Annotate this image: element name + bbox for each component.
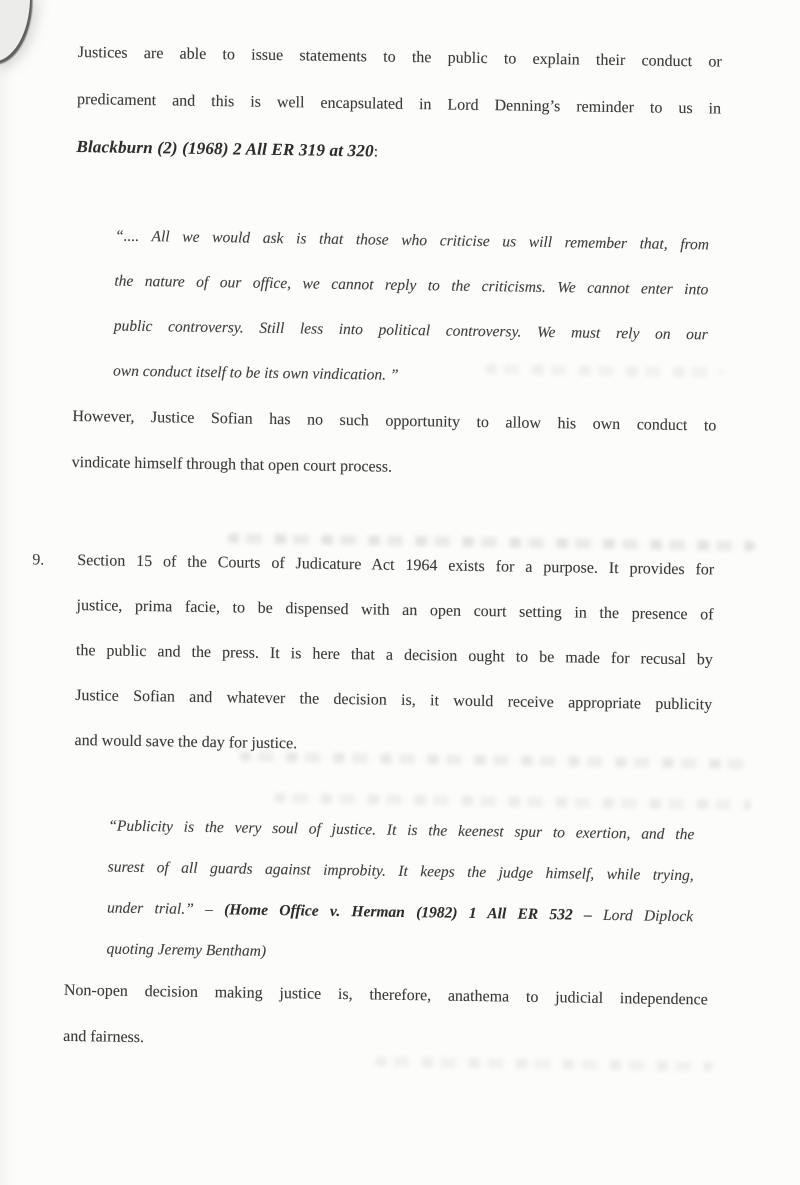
text-line: own conduct itself to be its own vindication. ”	[112, 362, 399, 384]
text-line: “.... All we would ask is that those who criticise us will remember that, from	[114, 227, 710, 254]
citation-blackburn: Blackburn (2) (1968) 2 All ER 319 at 320	[76, 136, 374, 161]
text-line: Non-open decision making justice is, therefore, anathema to judicial independence	[63, 981, 708, 1009]
text-line: the public and the press. It is here that a decision ought to be made for recusal by	[75, 642, 713, 669]
text-line: However, Justice Sofian has no such opportunity to allow his own conduct to	[72, 407, 717, 435]
text-line: justice, prima facie, to be dispensed with an open court setting in the presence of	[76, 597, 714, 624]
citation-home-office-v-herman: (Home Office v. Herman (1982) 1 All ER 532 –	[224, 901, 592, 924]
text-line: surest of all guards against improbity. It keeps the judge himself, while trying,	[107, 858, 694, 885]
text-line: quoting Jeremy Bentham)	[106, 940, 267, 960]
paragraph-justices-statements	[76, 29, 722, 181]
quote-bentham-publicity	[106, 806, 694, 979]
paragraph-sofian-no-opportunity	[71, 394, 716, 496]
citation-colon: :	[373, 143, 379, 161]
text-line	[76, 123, 721, 181]
quote-lord-denning	[113, 214, 710, 403]
text-line: predicament and this is well encapsulated in Lord Denning’s reminder to us in	[76, 90, 722, 118]
paragraph-non-open-justice	[63, 968, 708, 1070]
attribution-lord-diplock: Lord Diplock	[591, 906, 694, 926]
text-line: the nature of our office, we cannot reply to the criticisms. We cannot enter into	[114, 272, 709, 299]
text-line: “Publicity is the very soul of justice. It is the keenest spur to exertion, and the	[108, 817, 695, 844]
text-line: and fairness.	[63, 1027, 145, 1047]
text-line: public controversy. Still less into political controversy. We must rely on our	[113, 317, 708, 344]
text-line: Justices are able to issue statements to the public to explain their conduct or	[77, 43, 722, 71]
text-line: Section 15 of the Courts of Judicature Act 1964 exists for a purpose. It provides for	[77, 552, 715, 579]
bleed-through-smudge	[274, 793, 752, 810]
list-item-9	[29, 537, 714, 772]
text-line: vindicate himself through that open court process.	[71, 453, 393, 476]
quote-tail: under trial.” –	[107, 899, 225, 919]
item-number: 9.	[32, 551, 45, 569]
text-line: Justice Sofian and whatever the decision is, it would receive appropriate publicity	[75, 687, 713, 714]
paragraph-section-15	[74, 538, 714, 772]
text-line: and would save the day for justice.	[74, 732, 298, 753]
